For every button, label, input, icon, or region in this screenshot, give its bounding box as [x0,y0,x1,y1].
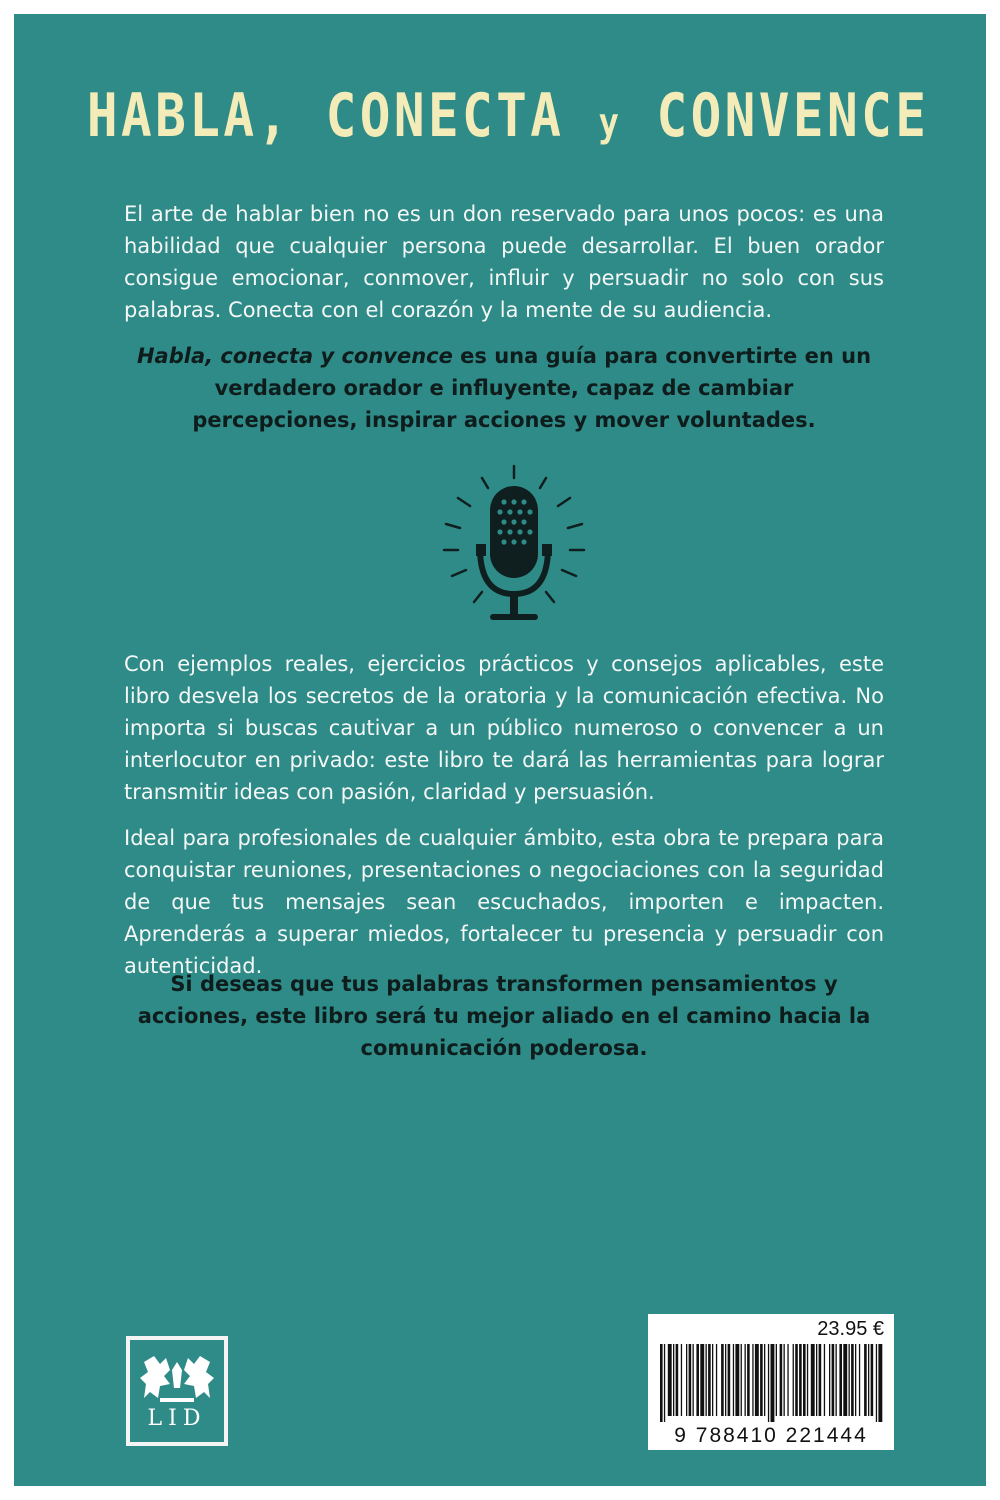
barcode-bar [829,1344,830,1416]
content-paragraph: Con ejemplos reales, ejercicios prácticos y consejos aplicables, este libro desvela los secretos de la oratoria y la comunicación efectiva. No importa si buscas cautivar a un público numeroso o convencer a un interlocutor en privado: este libro te dará las herramientas para lograr transmitir ideas con pasión, claridad y persuasión. [124,652,884,804]
intro-paragraph: El arte de hablar bien no es un don reservado para unos pocos: es una habilidad que cualquier persona puede desarrollar. El buen orador consigue emocionar, conmover, influir y persuadir no solo con sus palabras. Conecta con el corazón y la mente de su audiencia. [124,202,884,322]
microphone-icon [424,464,604,634]
barcode-bar [803,1344,806,1416]
barcode-bar [706,1344,707,1416]
barcode-bar [799,1344,802,1416]
barcode-bar [686,1344,687,1416]
barcode-bar [816,1344,817,1416]
barcode-bar [832,1344,835,1416]
barcode-bar [708,1344,711,1416]
barcode-bar [871,1344,874,1416]
barcode-bar [681,1344,682,1416]
barcode-bar [741,1344,742,1416]
lid-logo [126,1336,228,1446]
barcode-bar [725,1344,726,1416]
barcode-bar [771,1344,775,1422]
barcode-bar [745,1344,746,1416]
barcode-bar [776,1344,777,1416]
barcode-bar [696,1344,699,1416]
barcode-label [648,1314,894,1450]
summary-text: es una guía para convertirte en un verdadero orador e influyente, capaz de cambiar percepciones, inspirar acciones y mover voluntades. [192,344,872,432]
barcode-bar [721,1344,724,1416]
barcode-bar [752,1344,753,1416]
barcode-bar [787,1344,788,1416]
barcode-bar [693,1344,694,1416]
publisher-name: LID [147,1406,207,1431]
barcode-bar [768,1344,769,1422]
book-back-cover [14,14,986,1486]
barcode-bar [716,1344,717,1416]
barcode-bar [795,1344,798,1416]
barcode-bar [855,1344,856,1416]
barcode-bar [689,1344,692,1416]
barcode-bar [859,1344,860,1416]
audience-paragraph: Ideal para profesionales de cualquier ámbito, esta obra te prepara para conquistar reuniones, presentaciones o negociaciones con la seguridad de que tus mensajes sean escuchados, importen e impacten. Aprenderás a superar miedos, fortalecer tu presencia y persuadir con autenticidad. [124,826,884,978]
summary-paragraph [134,340,874,436]
barcode-icon [658,1344,884,1422]
book-title-italic: Habla, conecta y convence [136,344,453,368]
barcode-bar [851,1344,854,1416]
barcode-bar [807,1344,808,1416]
barcode-bar [876,1344,877,1422]
title-connector: y [598,100,623,146]
barcode-bar [849,1344,850,1416]
isbn-number: 9 788410 221444 [674,1424,868,1447]
barcode-bar [839,1344,842,1416]
barcode-bar [819,1344,822,1416]
barcode-bar [868,1344,869,1416]
barcode-bar [864,1344,867,1416]
closing-paragraph: Si deseas que tus palabras transformen pensamientos y acciones, este libro será tu mejor aliado en el camino hacia la comunicación poderosa. [137,972,871,1060]
barcode-bar [673,1344,674,1416]
barcode-bar [760,1344,763,1416]
barcode-bar [824,1344,825,1416]
title-main: HABLA, CONECTA [86,81,565,151]
barcode-bar [793,1344,794,1416]
barcode-bar [843,1344,847,1416]
barcode-bar [780,1344,783,1416]
barcode-bar [712,1344,713,1416]
barcode-bar [755,1344,759,1416]
title-last: CONVENCE [656,81,930,151]
barcode-bar [836,1344,837,1416]
barcode-bar [733,1344,734,1416]
barcode-bar [660,1344,663,1422]
barcode-bar [784,1344,785,1416]
barcode-bar [878,1344,882,1422]
barcode-bar [676,1344,679,1416]
barcode-bar [747,1344,750,1416]
barcode-bar [668,1344,672,1416]
book-title [86,81,930,151]
barcode-bar [811,1344,815,1416]
barcode-bar [664,1344,665,1422]
barcode-bar [728,1344,731,1416]
barcode-bar [735,1344,739,1416]
barcode-bar [764,1344,765,1416]
barcode-bar [700,1344,704,1416]
price-label: 23.95 € [817,1318,884,1340]
